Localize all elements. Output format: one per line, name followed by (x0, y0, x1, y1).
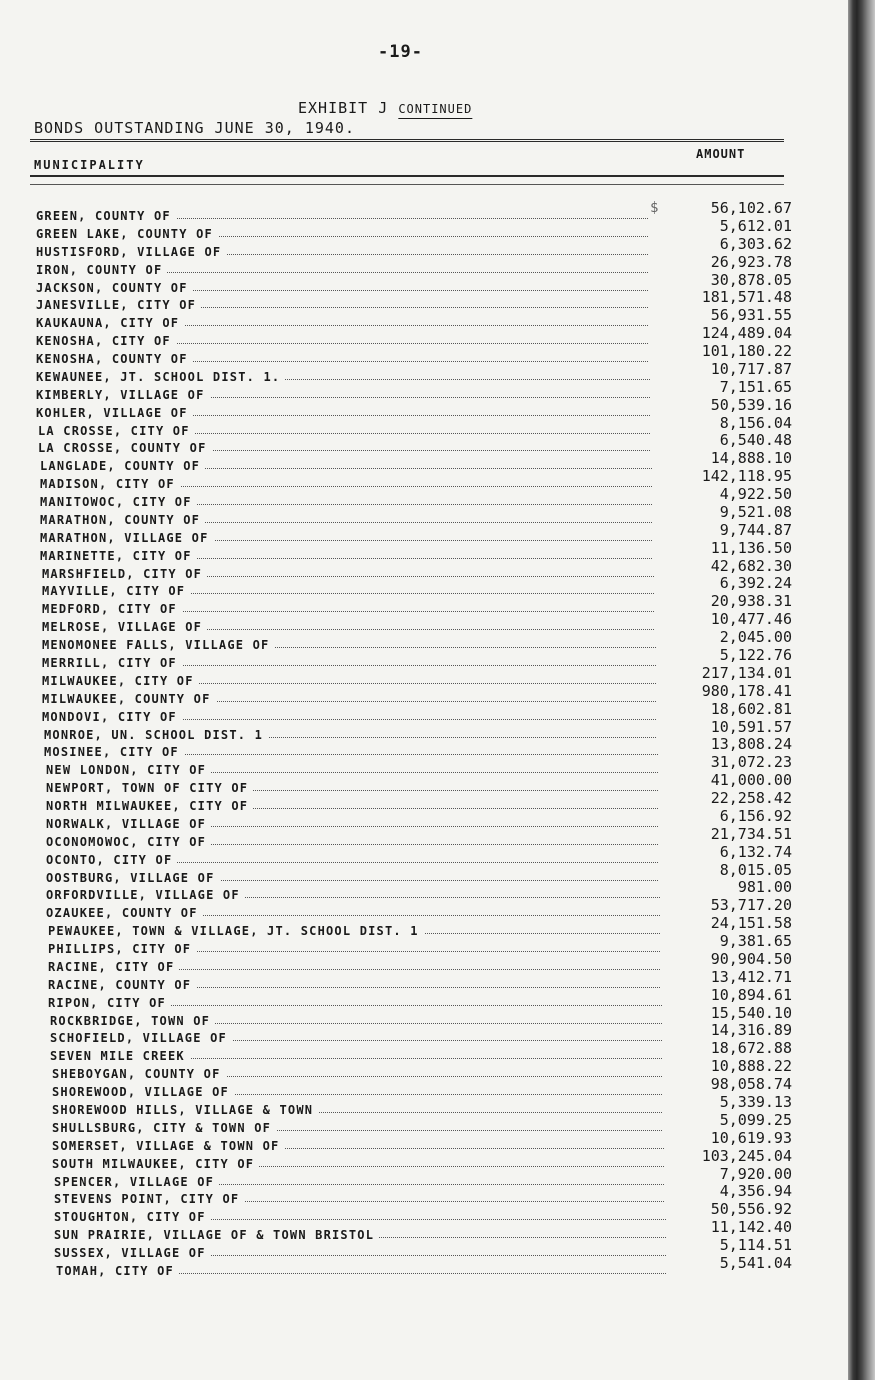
exhibit-continued: CONTINUED (398, 102, 473, 116)
bond-amount: 14,316.89 (710, 1021, 792, 1040)
page-number: -19- (378, 42, 423, 62)
municipality-name: SOMERSET, VILLAGE & TOWN OF (52, 1139, 284, 1153)
bond-amount: 142,118.95 (701, 467, 792, 486)
bond-amount: 53,717.20 (710, 896, 792, 915)
bond-amount: 11,136.50 (710, 538, 792, 557)
bond-amount: 42,682.30 (710, 556, 792, 575)
bond-amount: 981.00 (737, 878, 792, 897)
bond-amount: 30,878.05 (710, 270, 792, 289)
bond-amount: 4,922.50 (719, 485, 792, 504)
municipality-name: ROCKBRIDGE, TOWN OF (50, 1014, 215, 1028)
municipality-name: SHOREWOOD HILLS, VILLAGE & TOWN (52, 1103, 318, 1117)
municipality-name: SCHOFIELD, VILLAGE OF (50, 1031, 232, 1045)
municipality-name: LA CROSSE, CITY OF (38, 424, 195, 438)
municipality-name: SOUTH MILWAUKEE, CITY OF (52, 1157, 259, 1171)
bond-amount: 13,412.71 (710, 967, 792, 986)
municipality-name: LANGLADE, COUNTY OF (40, 459, 205, 473)
bond-amount: 13,808.24 (710, 735, 792, 754)
municipality-name: MADISON, CITY OF (40, 477, 180, 491)
bond-amount: 124,489.04 (701, 324, 792, 343)
bond-amount: 10,591.57 (710, 717, 792, 736)
municipality-name: MOSINEE, CITY OF (44, 745, 184, 759)
municipality-name: SHEBOYGAN, COUNTY OF (52, 1067, 226, 1081)
bond-amount: 9,381.65 (719, 932, 792, 951)
bond-amount: 7,920.00 (719, 1164, 792, 1183)
municipality-name: NORWALK, VILLAGE OF (46, 817, 211, 831)
bond-amount: 8,156.04 (719, 413, 792, 432)
bond-amount: 31,072.23 (710, 753, 792, 772)
bond-amount: 14,888.10 (710, 449, 792, 468)
municipality-name: MONDOVI, CITY OF (42, 710, 182, 724)
bond-amount: 10,888.22 (710, 1057, 792, 1076)
municipality-name: SPENCER, VILLAGE OF (54, 1175, 219, 1189)
bond-amount: 5,099.25 (719, 1110, 792, 1129)
bond-amount: 41,000.00 (710, 771, 792, 790)
municipality-name: MARINETTE, CITY OF (40, 549, 197, 563)
bond-amount: 10,619.93 (710, 1128, 792, 1147)
municipality-name: OOSTBURG, VILLAGE OF (46, 871, 220, 885)
bond-amount: 22,258.42 (710, 789, 792, 808)
bond-amount: 5,122.76 (719, 646, 792, 664)
bond-amount: 8,015.05 (719, 860, 792, 879)
bond-amount: 6,132.74 (719, 842, 792, 861)
bond-amount: 11,142.40 (710, 1218, 792, 1237)
municipality-name: SUN PRAIRIE, VILLAGE OF & TOWN BRISTOL (54, 1228, 379, 1242)
exhibit-label: EXHIBIT J (298, 99, 389, 117)
bond-amount: 50,539.16 (710, 395, 792, 414)
municipality-name: NEW LONDON, CITY OF (46, 763, 211, 777)
bond-amount: 5,339.13 (719, 1093, 792, 1111)
bond-amount: 10,477.46 (710, 610, 792, 629)
municipality-name: RACINE, CITY OF (48, 960, 179, 974)
municipality-name: MAYVILLE, CITY OF (42, 584, 190, 598)
bond-amount: 103,245.04 (701, 1146, 792, 1165)
municipality-name: NORTH MILWAUKEE, CITY OF (46, 799, 253, 813)
municipality-name: SHULLSBURG, CITY & TOWN OF (52, 1121, 276, 1135)
bond-amount: 10,894.61 (710, 985, 792, 1004)
bond-amount: 90,904.50 (710, 949, 792, 968)
municipality-name: HUSTISFORD, VILLAGE OF (36, 245, 226, 259)
municipality-name: MEDFORD, CITY OF (42, 602, 182, 616)
municipality-name: MONROE, UN. SCHOOL DIST. 1 (44, 728, 268, 742)
bond-amount: 9,521.08 (719, 502, 792, 521)
bond-amount: 24,151.58 (710, 914, 792, 933)
page-edge-shadow (848, 0, 875, 1380)
bond-amount: 101,180.22 (701, 342, 792, 361)
bond-amount: 2,045.00 (719, 628, 792, 647)
bond-amount: 9,744.87 (719, 520, 792, 539)
municipality-name: NEWPORT, TOWN OF CITY OF (46, 781, 253, 795)
column-header-amount: AMOUNT (696, 147, 746, 161)
bond-amount: 6,303.62 (719, 234, 792, 253)
municipality-name: TOMAH, CITY OF (56, 1264, 179, 1278)
municipality-name: MENOMONEE FALLS, VILLAGE OF (42, 638, 274, 652)
municipality-name: PEWAUKEE, TOWN & VILLAGE, JT. SCHOOL DIST. 1 (48, 924, 424, 938)
municipality-name: MERRILL, CITY OF (42, 656, 182, 670)
bond-amount: 5,541.04 (719, 1253, 792, 1272)
bond-amount: 18,602.81 (710, 699, 792, 718)
municipality-name: JANESVILLE, CITY OF (36, 298, 201, 312)
municipality-name: RIPON, CITY OF (48, 996, 171, 1010)
municipality-name: MARATHON, COUNTY OF (40, 513, 205, 527)
header-rule (30, 175, 784, 177)
municipality-name: SUSSEX, VILLAGE OF (54, 1246, 211, 1260)
bond-amount: 7,151.65 (719, 377, 792, 396)
municipality-name: ORFORDVILLE, VILLAGE OF (46, 888, 245, 902)
municipality-name: STOUGHTON, CITY OF (54, 1210, 211, 1224)
municipality-name: KENOSHA, COUNTY OF (36, 352, 193, 366)
municipality-name: PHILLIPS, CITY OF (48, 942, 196, 956)
exhibit-title (298, 99, 472, 117)
bond-amount: 18,672.88 (710, 1039, 792, 1058)
bond-amount: 50,556.92 (710, 1200, 792, 1219)
municipality-name: SHOREWOOD, VILLAGE OF (52, 1085, 234, 1099)
column-header-municipality: MUNICIPALITY (34, 158, 145, 172)
municipality-name: MILWAUKEE, COUNTY OF (42, 692, 216, 706)
bond-amount: 6,540.48 (719, 431, 792, 450)
municipality-name: MARSHFIELD, CITY OF (42, 567, 207, 581)
municipality-name: MILWAUKEE, CITY OF (42, 674, 199, 688)
municipality-name: IRON, COUNTY OF (36, 263, 167, 277)
bond-amount: 5,612.01 (719, 216, 792, 235)
bond-amount: 181,571.48 (701, 288, 792, 307)
bond-amount: 26,923.78 (710, 252, 792, 271)
municipality-name: STEVENS POINT, CITY OF (54, 1192, 244, 1206)
document-subtitle: BONDS OUTSTANDING JUNE 30, 1940. (34, 119, 355, 137)
bond-amount: 15,540.10 (710, 1003, 792, 1022)
municipality-name: GREEN, COUNTY OF (36, 209, 176, 223)
bond-amount: 5,114.51 (719, 1236, 792, 1255)
bond-amount: 56,931.55 (710, 306, 792, 325)
municipality-name: OZAUKEE, COUNTY OF (46, 906, 203, 920)
municipality-name: MARATHON, VILLAGE OF (40, 531, 214, 545)
municipality-name: GREEN LAKE, COUNTY OF (36, 227, 218, 241)
municipality-name: JACKSON, COUNTY OF (36, 281, 193, 295)
municipality-name: RACINE, COUNTY OF (48, 978, 196, 992)
bond-amount: 20,938.31 (710, 592, 792, 611)
municipality-name: MELROSE, VILLAGE OF (42, 620, 207, 634)
municipality-name: OCONTO, CITY OF (46, 853, 177, 867)
bond-amount: 10,717.87 (710, 359, 792, 378)
bond-amount: 56,102.67 (710, 199, 792, 217)
bond-amount: 6,156.92 (719, 806, 792, 825)
municipality-name: KOHLER, VILLAGE OF (36, 406, 193, 420)
bond-amount: 4,356.94 (719, 1182, 792, 1201)
header-double-rule (30, 139, 784, 144)
municipality-name: KIMBERLY, VILLAGE OF (36, 388, 210, 402)
bond-amount: 217,134.01 (701, 663, 792, 682)
municipality-name: LA CROSSE, COUNTY OF (38, 441, 212, 455)
bond-amount: 980,178.41 (701, 681, 792, 700)
bond-amount: 6,392.24 (719, 574, 792, 593)
municipality-name: OCONOMOWOC, CITY OF (46, 835, 211, 849)
bond-amount: 21,734.51 (710, 824, 792, 843)
municipality-name: MANITOWOC, CITY OF (40, 495, 197, 509)
dollar-sign: $ (650, 200, 659, 216)
header-rule-thin (30, 184, 784, 185)
municipality-name: KAUKAUNA, CITY OF (36, 316, 184, 330)
municipality-name: KEWAUNEE, JT. SCHOOL DIST. 1. (36, 370, 285, 384)
municipality-name: KENOSHA, CITY OF (36, 334, 176, 348)
bond-amount: 98,058.74 (710, 1075, 792, 1094)
municipality-name: SEVEN MILE CREEK (50, 1049, 190, 1063)
